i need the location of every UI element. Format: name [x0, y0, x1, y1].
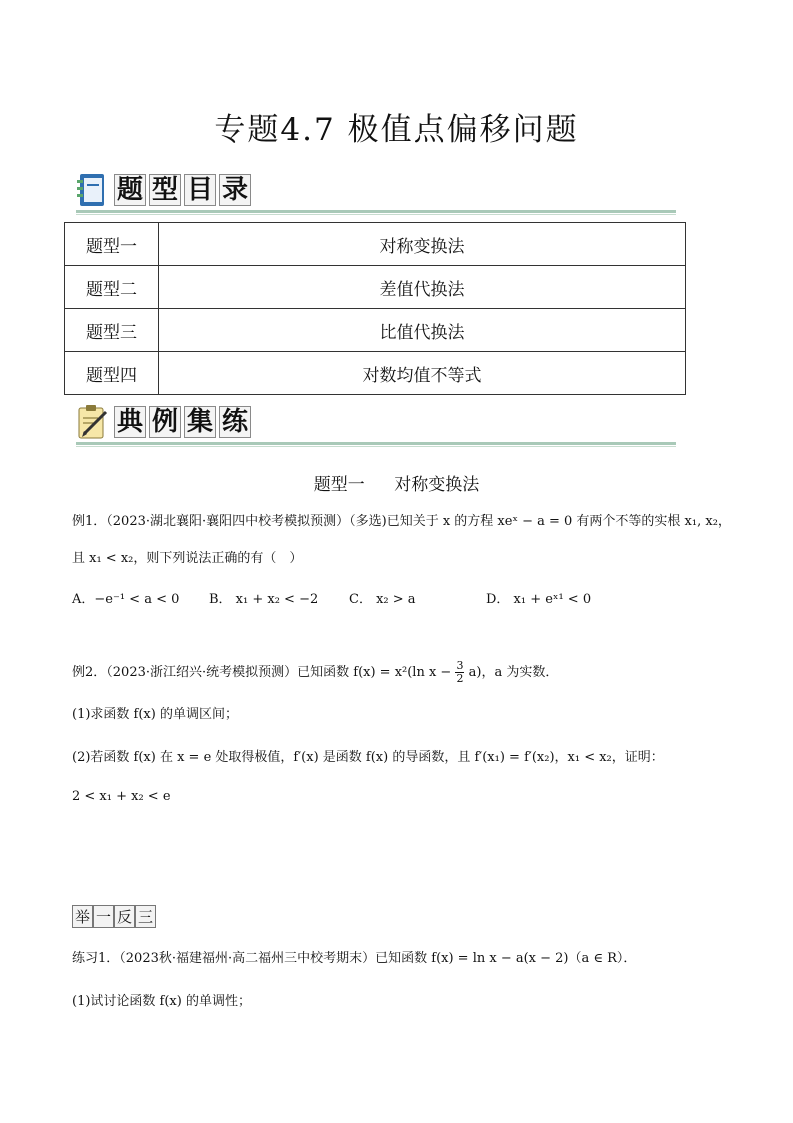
toc-label: 题型四	[65, 352, 159, 395]
section-char: 例	[149, 406, 181, 438]
example2-result: 2 < x₁ + x₂ < e	[72, 789, 171, 804]
toc-topic: 比值代换法	[159, 309, 686, 352]
toc-label: 题型三	[65, 309, 159, 352]
table-row	[65, 266, 686, 309]
example2-part2: (2)若函数 f(x) 在 x = e 处取得极值，f′(x) 是函数 f(x) 的导函数，且 f′(x₁) = f′(x₂)，x₁ < x₂，证明：	[72, 750, 664, 765]
practice-char: 举	[72, 905, 93, 928]
toc-label: 题型二	[65, 266, 159, 309]
section-header-toc	[76, 172, 686, 212]
divider	[76, 210, 676, 213]
toc-topic: 对称变换法	[159, 223, 686, 266]
practice1-line1: 练习1．（2023秋·福建福州·高二福州三中校考期末）已知函数 f(x) = ln x − a(x − 2)（a ∈ R）．	[72, 951, 637, 966]
example2-line1	[72, 660, 558, 685]
example1-line2: 且 x₁ < x₂，则下列说法正确的有（ ）	[72, 551, 303, 566]
example1-line1: 例1．（2023·湖北襄阳·襄阳四中校考模拟预测）（多选)已知关于 x 的方程 xeˣ − a = 0 有两个不等的实根 x₁, x₂，	[72, 514, 731, 529]
table-row	[65, 352, 686, 395]
divider	[76, 442, 676, 445]
option-a: A．−e⁻¹ < a < 0	[72, 592, 180, 607]
practice1-part1: (1)试讨论函数 f(x) 的单调性；	[72, 994, 251, 1009]
type1-label: 题型一	[313, 475, 365, 495]
section-char: 集	[184, 406, 216, 438]
notebook-icon	[76, 172, 108, 208]
practice-char: 三	[135, 905, 156, 928]
divider	[76, 446, 676, 447]
section-char: 目	[184, 174, 216, 206]
option-d: D． x₁ + eˣ¹ < 0	[486, 592, 592, 607]
table-row	[65, 309, 686, 352]
fraction-numerator: 3	[456, 659, 464, 672]
table-row	[65, 223, 686, 266]
fraction	[455, 660, 464, 685]
fraction-denominator: 2	[456, 672, 464, 685]
practice-char: 一	[93, 905, 114, 928]
section-char: 录	[219, 174, 251, 206]
practice-label	[72, 905, 156, 928]
option-c: C． x₂ > a	[349, 592, 416, 607]
type1-heading	[0, 470, 793, 495]
toc-topic: 差值代换法	[159, 266, 686, 309]
toc-label: 题型一	[65, 223, 159, 266]
section-header-examples	[76, 404, 686, 444]
practice-char: 反	[114, 905, 135, 928]
divider	[76, 214, 676, 215]
page-title: 专题4.7 极值点偏移问题	[214, 112, 579, 148]
option-b: B． x₁ + x₂ < −2	[209, 592, 319, 607]
type1-topic: 对称变换法	[394, 475, 480, 495]
section-char: 型	[149, 174, 181, 206]
toc-topic: 对数均值不等式	[159, 352, 686, 395]
example2-part1: (1)求函数 f(x) 的单调区间；	[72, 707, 238, 722]
example2-line1-post: a)，a 为实数．	[468, 665, 559, 680]
section-char: 典	[114, 406, 146, 438]
clipboard-pen-icon	[76, 404, 108, 440]
section-char: 题	[114, 174, 146, 206]
section-char: 练	[219, 406, 251, 438]
example2-line1-pre: 例2．（2023·浙江绍兴·统考模拟预测）已知函数 f(x) = x²(ln x −	[72, 665, 452, 680]
toc-table	[64, 222, 686, 395]
